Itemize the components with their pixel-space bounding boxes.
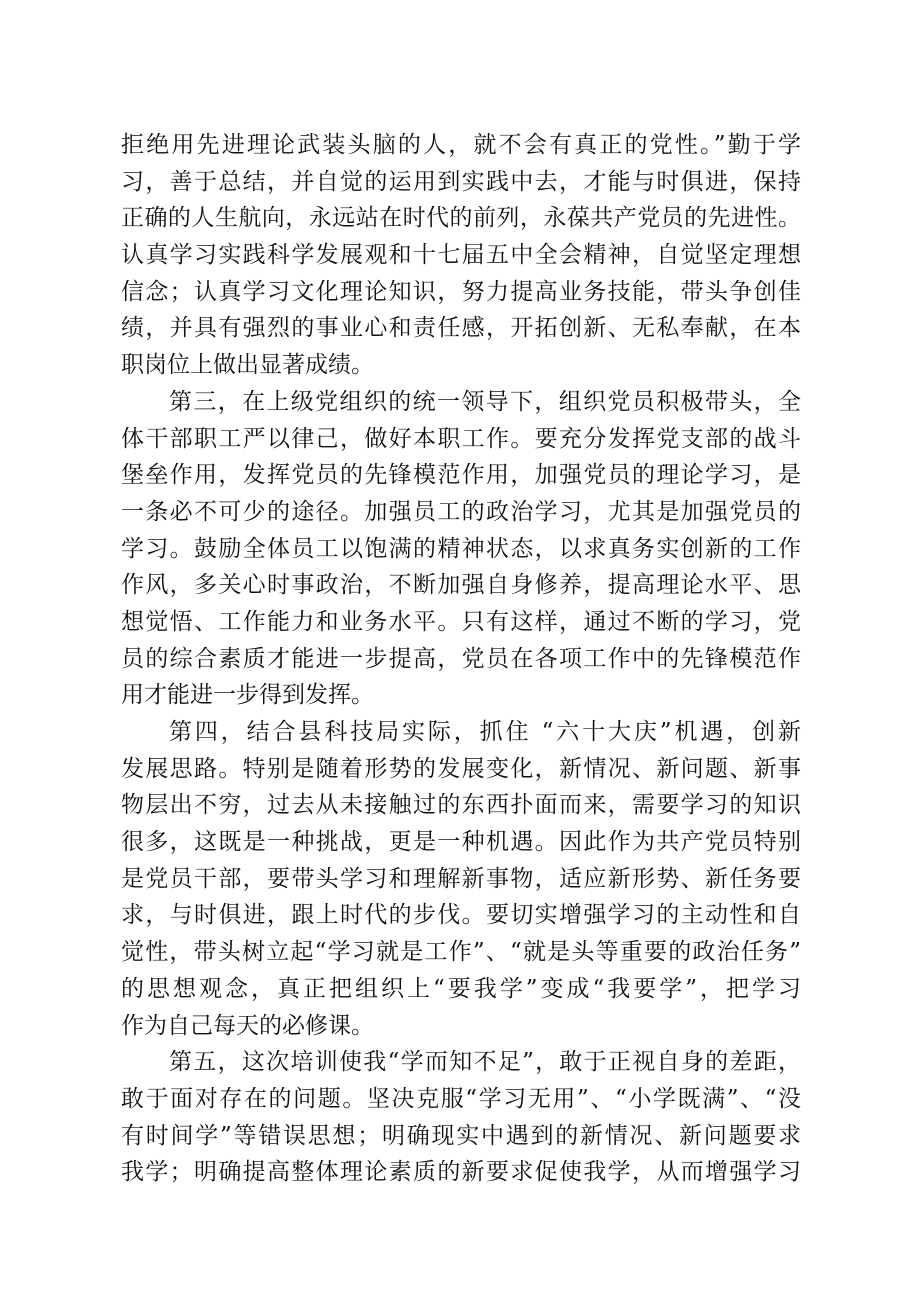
- text-line: 职岗位上做出显著成绩。: [121, 352, 374, 379]
- text-line: 第三，在上级党组织的统一领导下，组织党员积极带头，全: [169, 388, 801, 415]
- text-line: 第五，这次培训使我“学而知不足”，敢于正视自身的差距，: [169, 1049, 801, 1076]
- text-line: 很多，这既是一种挑战，更是一种机遇。因此作为共产党员特别: [121, 829, 801, 856]
- text-line: 体干部职工严以律己，做好本职工作。要充分发挥党支部的战斗: [121, 425, 801, 452]
- text-line: 求，与时俱进，跟上时代的步伐。要切实增强学习的主动性和自: [121, 902, 801, 929]
- text-line: 有时间学”等错误思想；明确现实中遇到的新情况、新问题要求: [121, 1122, 801, 1149]
- text-line: 第四，结合县科技局实际，抓住 “六十大庆”机遇，创新: [169, 719, 801, 745]
- text-line: 用才能进一步得到发挥。: [121, 682, 374, 709]
- document-body: [121, 127, 801, 1191]
- text-line: 一条必不可少的途径。加强员工的政治学习，尤其是加强党员的: [121, 498, 801, 525]
- text-line: 堡垒作用，发挥党员的先锋模范作用，加强党员的理论学习，是: [121, 462, 801, 489]
- text-line: 绩，并具有强烈的事业心和责任感，开拓创新、无私奉献，在本: [121, 315, 801, 342]
- text-line: 拒绝用先进理论武装头脑的人，就不会有真正的党性。”勤于学: [121, 132, 801, 158]
- text-line: 作为自己每天的必修课。: [121, 1012, 374, 1039]
- paragraph-4: [121, 1044, 801, 1191]
- text-line: 发展思路。特别是随着形势的发展变化，新情况、新问题、新事: [121, 755, 801, 782]
- text-line: 习，善于总结，并自觉的运用到实践中去，才能与时俱进，保持: [121, 168, 801, 195]
- text-line: 觉性，带头树立起“学习就是工作”、“就是头等重要的政治任务”: [121, 939, 801, 966]
- text-line: 正确的人生航向，永远站在时代的前列，永葆共产党员的先进性。: [121, 205, 801, 232]
- text-line: 信念；认真学习文化理论知识，努力提高业务技能，带头争创佳: [121, 278, 801, 305]
- text-line: 我学；明确提高整体理论素质的新要求促使我学，从而增强学习: [121, 1159, 801, 1186]
- text-line: 作风，多关心时事政治，不断加强自身修养，提高理论水平、思: [121, 572, 801, 599]
- text-line: 敢于面对存在的问题。坚决克服“学习无用”、“小学既满”、“没: [121, 1085, 801, 1112]
- paragraph-2: [121, 384, 801, 714]
- text-line: 认真学习实践科学发展观和十七届五中全会精神，自觉坚定理想: [121, 242, 801, 269]
- text-line: 物层出不穷，过去从未接触过的东西扑面而来，需要学习的知识: [121, 792, 801, 819]
- paragraph-1: [121, 127, 801, 384]
- text-line: 想觉悟、工作能力和业务水平。只有这样，通过不断的学习，党: [121, 608, 801, 635]
- text-line: 学习。鼓励全体员工以饱满的精神状态，以求真务实创新的工作: [121, 535, 801, 562]
- text-line: 是党员干部，要带头学习和理解新事物，适应新形势、新任务要: [121, 865, 801, 892]
- text-line: 的思想观念，真正把组织上“要我学”变成“我要学”，把学习: [121, 975, 801, 1002]
- paragraph-3: [121, 714, 801, 1044]
- text-line: 员的综合素质才能进一步提高，党员在各项工作中的先锋模范作: [121, 645, 801, 672]
